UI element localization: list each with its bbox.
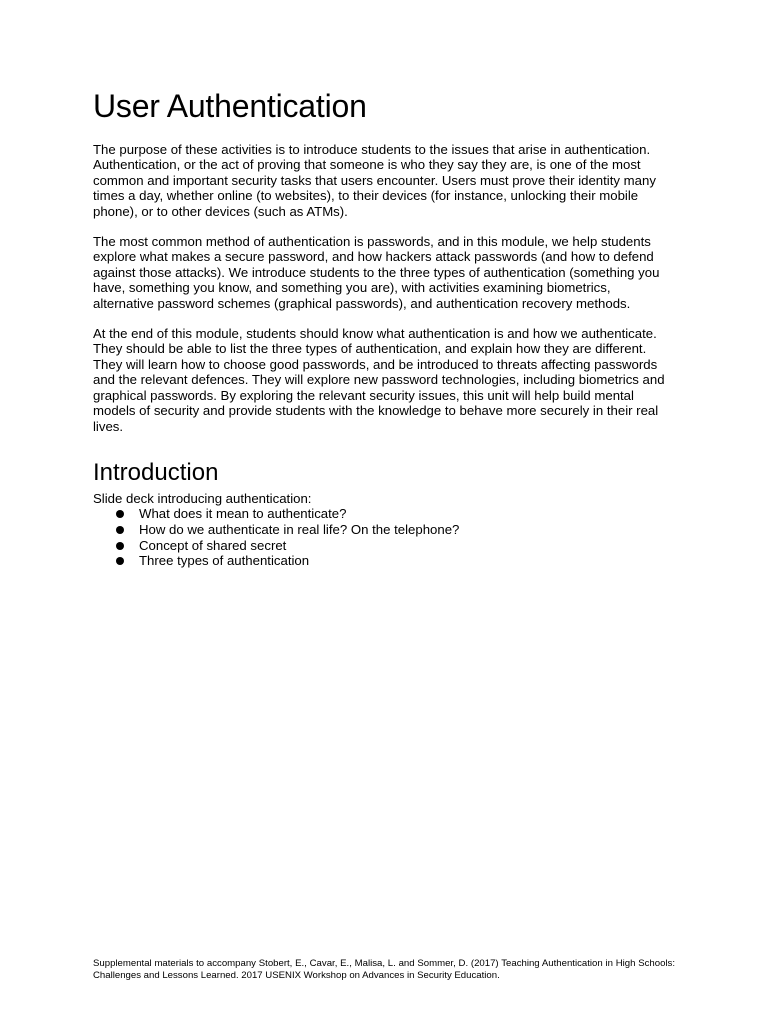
list-item [93, 522, 673, 538]
bullet-icon [116, 526, 124, 534]
list-item-text: Three types of authentication [139, 553, 310, 569]
page-title: User Authentication [93, 88, 367, 124]
bullet-icon [116, 510, 124, 518]
list-item [93, 538, 673, 554]
page-footer-citation: Supplemental materials to accompany Stobert, E., Cavar, E., Malisa, L. and Sommer, D. (2017) Teaching Authentication in High Schools: Challenges and Lessons Learned. 2017 USENIX Workshop on Advances in Security Education. [93, 958, 675, 981]
bullet-icon [116, 542, 124, 550]
intro-paragraph-3: At the end of this module, students should know what authentication is and how we authenticate. They should be able to list the three types of authentication, and explain how they are different. They will learn how to choose good passwords, and be introduced to threats affecting passwords and the relevant defences. They will explore new password technologies, including biometrics and graphical passwords. By exploring the relevant security issues, this unit will help build mental models of security and provide students with the knowledge to behave more securely in their real lives. [93, 326, 665, 434]
list-item-text: What does it mean to authenticate? [139, 506, 347, 522]
list-item-text: How do we authenticate in real life? On the telephone? [139, 521, 460, 537]
bullet-icon [116, 557, 124, 565]
intro-paragraph-1: The purpose of these activities is to introduce students to the issues that arise in authentication. Authentication, or the act of proving that someone is who they say they are, is one of the most common and important security tasks that users encounter. Users must prove their identity many times a day, whether online (to websites), to their devices (for instance, unlocking their mobile phone), or to other devices (such as ATMs). [93, 142, 656, 219]
list-item-text: Concept of shared secret [139, 537, 287, 553]
list-item [93, 506, 673, 522]
document-body [93, 86, 673, 569]
list-item [93, 553, 673, 569]
intro-paragraph-2: The most common method of authentication is passwords, and in this module, we help students explore what makes a secure password, and how hackers attack passwords (and how to defend against those attacks). We introduce students to the three types of authentication (something you have, something you know, and something you are), with activities examining biometrics, alternative password schemes (graphical passwords), and authentication recovery methods. [93, 234, 660, 311]
section-heading-introduction: Introduction [93, 458, 219, 486]
introduction-lead-text: Slide deck introducing authentication: [93, 490, 312, 506]
introduction-bullet-list [93, 506, 673, 568]
